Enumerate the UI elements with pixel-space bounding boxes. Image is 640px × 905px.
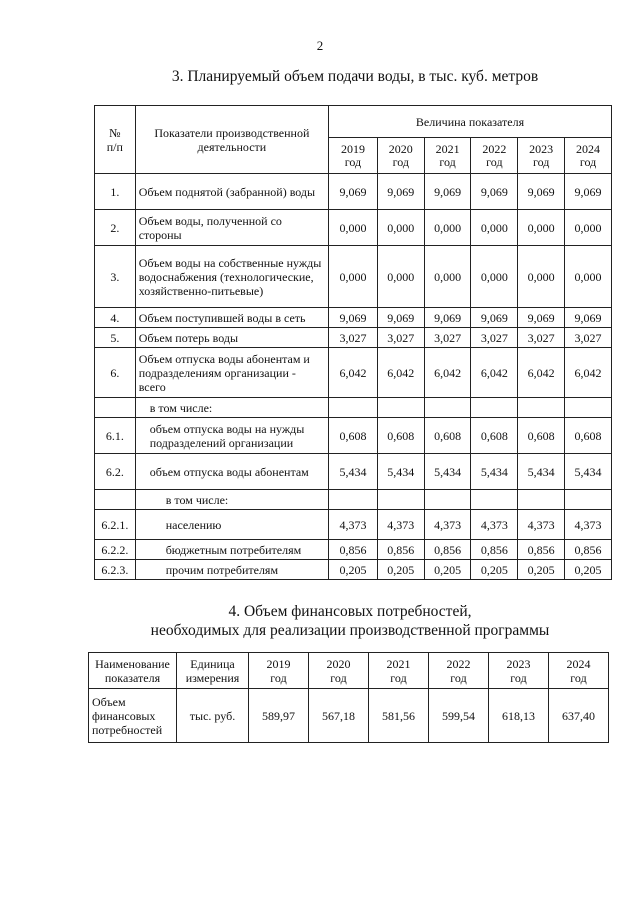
value-cell: 0,000: [377, 210, 424, 246]
table-row: [95, 174, 612, 210]
value-cell: 9,069: [377, 174, 424, 210]
value-cell: 618,13: [489, 689, 549, 743]
row-number: 4.: [95, 308, 136, 328]
value-cell: 0,000: [565, 210, 612, 246]
row-number: 6.2.: [95, 454, 136, 490]
value-cell: 4,373: [518, 510, 565, 540]
value-cell: 0,205: [424, 560, 471, 580]
table-row: [95, 210, 612, 246]
table-row: [95, 540, 612, 560]
value-cell: 0,000: [424, 210, 471, 246]
section4-title-line1: 4. Объем финансовых потребностей,: [228, 603, 472, 620]
row-number: 6.2.2.: [95, 540, 136, 560]
water-supply-table: [94, 105, 612, 580]
value-cell: 6,042: [518, 348, 565, 398]
header-year: 2024 год: [565, 138, 612, 174]
value-cell: 5,434: [471, 454, 518, 490]
value-cell: [377, 398, 424, 418]
value-cell: 0,856: [424, 540, 471, 560]
value-cell: 0,000: [471, 246, 518, 308]
value-cell: [565, 490, 612, 510]
row-number: 3.: [95, 246, 136, 308]
header-num: № п/п: [95, 106, 136, 174]
value-cell: 9,069: [329, 308, 378, 328]
row-number: 6.1.: [95, 418, 136, 454]
value-cell: 6,042: [329, 348, 378, 398]
value-cell: 9,069: [424, 174, 471, 210]
header-year: 2021 год: [424, 138, 471, 174]
header-year: 2022 год: [471, 138, 518, 174]
value-cell: 581,56: [369, 689, 429, 743]
value-cell: 599,54: [429, 689, 489, 743]
header-year: 2022 год: [429, 653, 489, 689]
value-cell: 0,205: [565, 560, 612, 580]
row-label: Объем поднятой (забранной) воды: [135, 174, 328, 210]
row-label: объем отпуска воды на нужды подразделений организации: [135, 418, 328, 454]
header-year: 2023 год: [489, 653, 549, 689]
value-cell: 0,205: [471, 560, 518, 580]
value-cell: 0,205: [518, 560, 565, 580]
value-cell: 0,856: [377, 540, 424, 560]
value-cell: 589,97: [249, 689, 309, 743]
value-cell: [377, 490, 424, 510]
value-cell: 0,000: [329, 210, 378, 246]
row-unit: тыс. руб.: [177, 689, 249, 743]
section4-title-line2: необходимых для реализации производственной программы: [150, 622, 550, 639]
row-label: бюджетным потребителям: [135, 540, 328, 560]
header-year: 2019 год: [329, 138, 378, 174]
row-label: населению: [135, 510, 328, 540]
value-cell: [565, 398, 612, 418]
value-cell: 4,373: [565, 510, 612, 540]
value-cell: [518, 490, 565, 510]
row-label: Объем воды, полученной со стороны: [135, 210, 328, 246]
header-year: 2023 год: [518, 138, 565, 174]
value-cell: [471, 490, 518, 510]
row-label: Объем поступившей воды в сеть: [135, 308, 328, 328]
value-cell: 567,18: [309, 689, 369, 743]
value-cell: 3,027: [424, 328, 471, 348]
value-cell: 0,205: [377, 560, 424, 580]
value-cell: 9,069: [471, 174, 518, 210]
value-cell: 6,042: [471, 348, 518, 398]
header-name: Наименование показателя: [89, 653, 177, 689]
section4-title: [95, 602, 605, 640]
row-label: Объем воды на собственные нужды водоснабжения (технологические, хозяйственно-питьевые): [135, 246, 328, 308]
value-cell: 0,608: [424, 418, 471, 454]
value-cell: 4,373: [377, 510, 424, 540]
header-year: 2020 год: [309, 653, 369, 689]
financial-needs-table: [88, 652, 609, 743]
row-label: прочим потребителям: [135, 560, 328, 580]
value-cell: 0,205: [329, 560, 378, 580]
value-cell: 5,434: [377, 454, 424, 490]
value-cell: 4,373: [424, 510, 471, 540]
value-cell: 0,000: [471, 210, 518, 246]
value-cell: 0,000: [518, 210, 565, 246]
value-cell: [424, 490, 471, 510]
value-cell: 3,027: [471, 328, 518, 348]
page-number: 2: [316, 38, 324, 53]
row-number: 2.: [95, 210, 136, 246]
table-row: [95, 348, 612, 398]
header-year: 2019 год: [249, 653, 309, 689]
value-cell: 4,373: [471, 510, 518, 540]
value-cell: [329, 490, 378, 510]
row-label: Объем потерь воды: [135, 328, 328, 348]
value-cell: 3,027: [518, 328, 565, 348]
row-name: Объем финансовых потребностей: [89, 689, 177, 743]
value-cell: 3,027: [329, 328, 378, 348]
value-cell: 0,608: [329, 418, 378, 454]
value-cell: 0,608: [377, 418, 424, 454]
header-indicator: Показатели производственной деятельности: [135, 106, 328, 174]
value-cell: 9,069: [471, 308, 518, 328]
value-cell: [471, 398, 518, 418]
value-cell: 3,027: [565, 328, 612, 348]
header-unit: Единица измерения: [177, 653, 249, 689]
value-cell: 9,069: [518, 308, 565, 328]
value-cell: 3,027: [377, 328, 424, 348]
row-label: Объем отпуска воды абонентам и подразделениям организации - всего: [135, 348, 328, 398]
value-cell: 9,069: [329, 174, 378, 210]
header-value-group: Величина показателя: [329, 106, 612, 138]
table-row: [95, 418, 612, 454]
table-row: [95, 510, 612, 540]
value-cell: 9,069: [377, 308, 424, 328]
value-cell: 0,000: [518, 246, 565, 308]
table-row: [95, 398, 612, 418]
value-cell: 9,069: [565, 174, 612, 210]
row-number: 6.: [95, 348, 136, 398]
value-cell: 0,856: [471, 540, 518, 560]
header-year: 2024 год: [549, 653, 609, 689]
value-cell: 5,434: [565, 454, 612, 490]
value-cell: 0,608: [565, 418, 612, 454]
value-cell: [329, 398, 378, 418]
value-cell: 0,608: [518, 418, 565, 454]
value-cell: 0,000: [329, 246, 378, 308]
header-year: 2021 год: [369, 653, 429, 689]
value-cell: 5,434: [518, 454, 565, 490]
value-cell: 5,434: [329, 454, 378, 490]
table-row: [95, 246, 612, 308]
row-label: объем отпуска воды абонентам: [135, 454, 328, 490]
value-cell: 0,000: [377, 246, 424, 308]
row-number: 6.2.3.: [95, 560, 136, 580]
value-cell: 6,042: [377, 348, 424, 398]
table-row: [95, 308, 612, 328]
table-row: [95, 560, 612, 580]
value-cell: 0,608: [471, 418, 518, 454]
value-cell: 637,40: [549, 689, 609, 743]
value-cell: [424, 398, 471, 418]
table-row: [95, 454, 612, 490]
value-cell: 5,434: [424, 454, 471, 490]
row-label: в том числе:: [135, 398, 328, 418]
value-cell: 6,042: [565, 348, 612, 398]
row-number: [95, 490, 136, 510]
value-cell: 0,856: [518, 540, 565, 560]
header-year: 2020 год: [377, 138, 424, 174]
row-label: в том числе:: [135, 490, 328, 510]
row-number: 5.: [95, 328, 136, 348]
value-cell: 0,000: [565, 246, 612, 308]
table-row: [89, 689, 609, 743]
row-number: 1.: [95, 174, 136, 210]
value-cell: 0,000: [424, 246, 471, 308]
value-cell: 9,069: [518, 174, 565, 210]
value-cell: 0,856: [329, 540, 378, 560]
row-number: [95, 398, 136, 418]
table-row: [95, 328, 612, 348]
value-cell: [518, 398, 565, 418]
value-cell: 6,042: [424, 348, 471, 398]
value-cell: 9,069: [565, 308, 612, 328]
value-cell: 9,069: [424, 308, 471, 328]
value-cell: 4,373: [329, 510, 378, 540]
value-cell: 0,856: [565, 540, 612, 560]
table-row: [95, 490, 612, 510]
section3-title: 3. Планируемый объем подачи воды, в тыс. куб. метров: [171, 68, 539, 85]
row-number: 6.2.1.: [95, 510, 136, 540]
